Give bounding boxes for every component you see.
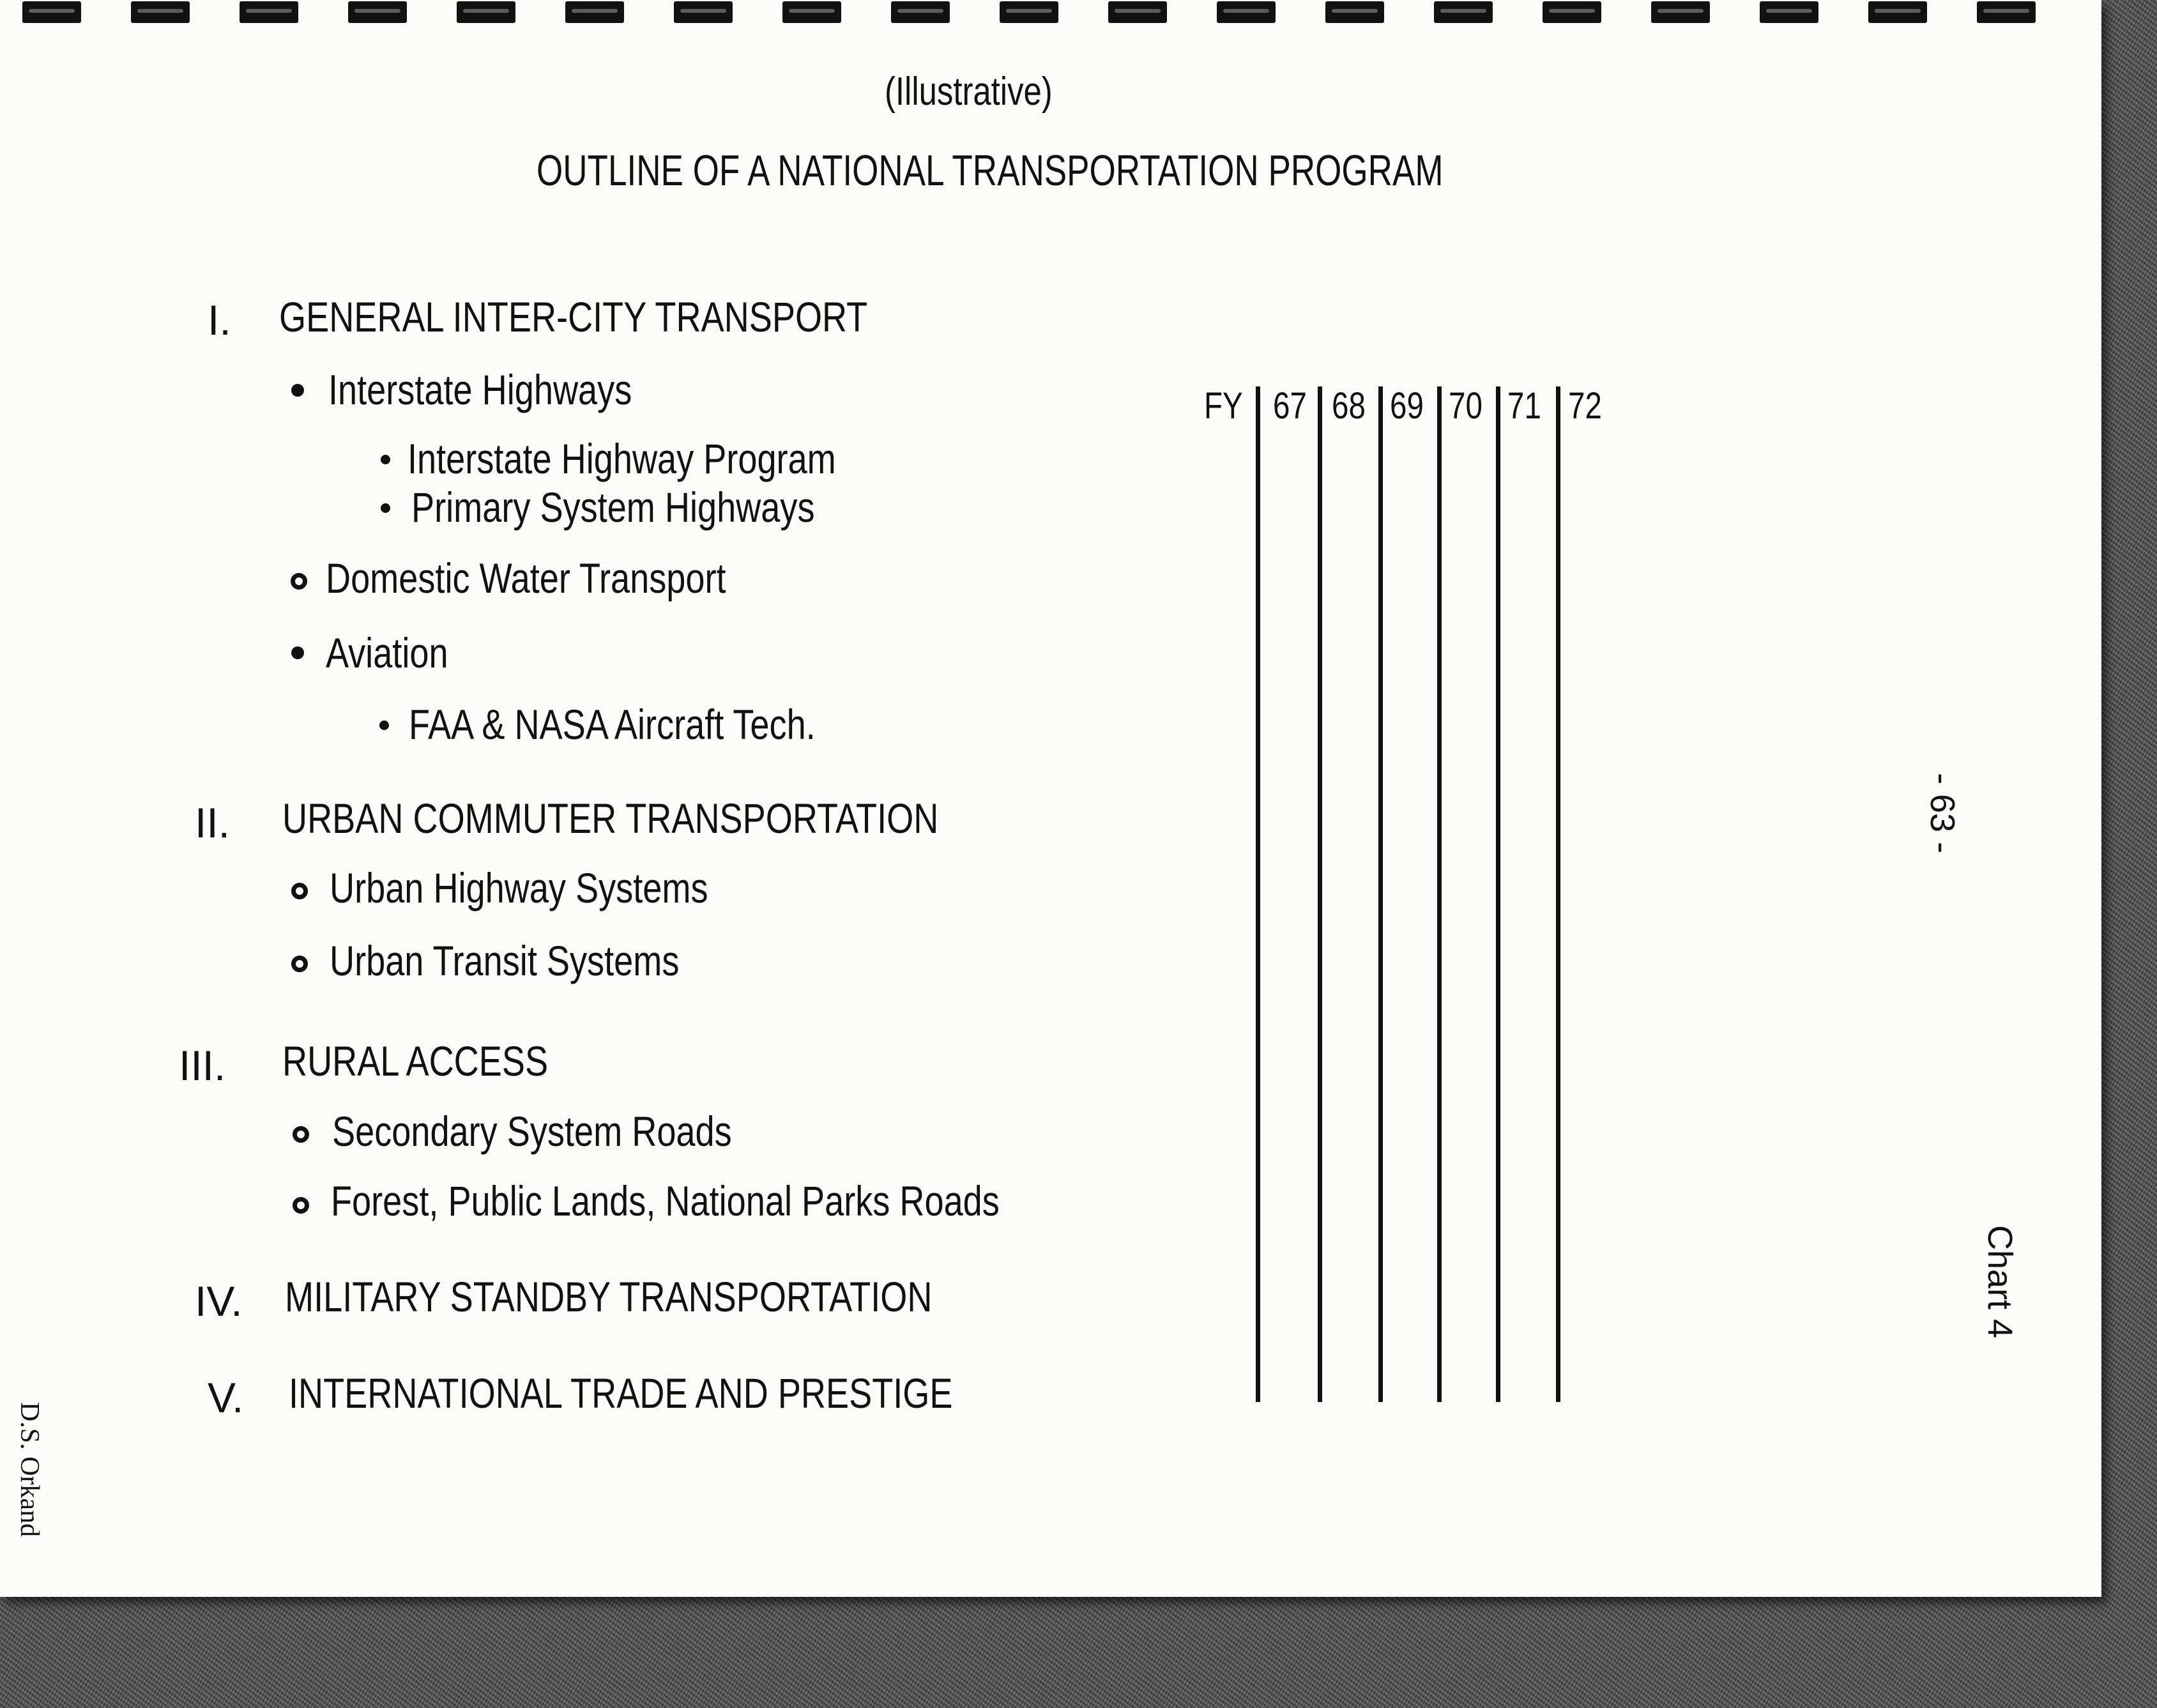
fiscal-year-column: 71 [1507,385,1541,427]
fiscal-year-column: 69 [1390,385,1424,427]
binding-ring [1000,1,1058,23]
sub-bullet-icon [379,721,389,730]
section-heading: RURAL ACCESS [282,1037,549,1085]
fiscal-year-column: 68 [1332,385,1366,427]
fiscal-year-column: 67 [1273,385,1307,427]
section-heading: GENERAL INTER-CITY TRANSPORT [279,293,868,340]
sub-bullet-icon [381,455,390,464]
outline-item: Secondary System Roads [332,1108,732,1155]
timeline-divider [1556,386,1560,1402]
outline-item: Urban Highway Systems [330,864,708,911]
fiscal-year-column: 70 [1449,385,1482,427]
binding-ring [457,1,515,23]
binding-ring [240,1,298,23]
outline-item: Domestic Water Transport [326,554,726,602]
binding-ring [1868,1,1927,23]
binding-ring [1217,1,1276,23]
author-attribution: D.S. Orkand [15,1402,44,1537]
fiscal-year-column: 72 [1568,385,1602,427]
binding-ring [1325,1,1384,23]
outline-item: Urban Transit Systems [330,937,680,984]
binding-ring [1543,1,1601,23]
timeline-divider [1378,386,1383,1402]
bullet-hollow-icon [291,956,308,972]
bullet-hollow-icon [293,1197,309,1214]
fiscal-year-label: FY [1204,385,1243,427]
section-numeral: I. [208,296,231,344]
section-numeral: III. [179,1042,226,1089]
section-numeral: II. [195,799,231,846]
binding-ring [782,1,841,23]
binding-ring [1977,1,2036,23]
section-heading: URBAN COMMUTER TRANSPORTATION [282,795,939,842]
section-numeral: V. [208,1374,244,1421]
outline-subitem: Interstate Highway Program [408,435,836,482]
binding-ring [1108,1,1167,23]
chart-label: Chart 4 [1981,1225,2019,1339]
binding-ring [131,1,190,23]
binding-ring [1760,1,1818,23]
outline-item: Aviation [326,629,448,676]
binding-ring [1651,1,1710,23]
binding-ring [22,1,81,23]
binding-ring [348,1,407,23]
section-heading: MILITARY STANDBY TRANSPORTATION [285,1273,933,1320]
outline-item: Forest, Public Lands, National Parks Roads [331,1177,1000,1224]
timeline-divider [1496,386,1500,1402]
bullet-filled-icon [291,646,304,659]
bullet-hollow-icon [291,883,308,899]
outline-subitem: Primary System Highways [411,484,815,531]
bullet-hollow-icon [293,1126,309,1143]
section-heading: INTERNATIONAL TRADE AND PRESTIGE [289,1369,953,1417]
timeline-divider [1318,386,1322,1402]
binding-ring [565,1,624,23]
sub-bullet-icon [381,503,390,513]
timeline-divider [1256,386,1260,1402]
page-number: - 63 - [1923,773,1962,854]
section-numeral: IV. [195,1277,243,1325]
binding-ring [674,1,733,23]
binding-ring [891,1,950,23]
document-title: OUTLINE OF A NATIONAL TRANSPORTATION PROGRAM [537,146,1444,195]
bullet-hollow-icon [291,573,307,590]
timeline-divider [1437,386,1442,1402]
binding-ring [1434,1,1493,23]
document-subtitle: (Illustrative) [885,70,1053,114]
outline-item: Interstate Highways [328,366,632,413]
outline-subitem: FAA & NASA Aircraft Tech. [409,701,816,748]
bullet-filled-icon [291,384,304,397]
